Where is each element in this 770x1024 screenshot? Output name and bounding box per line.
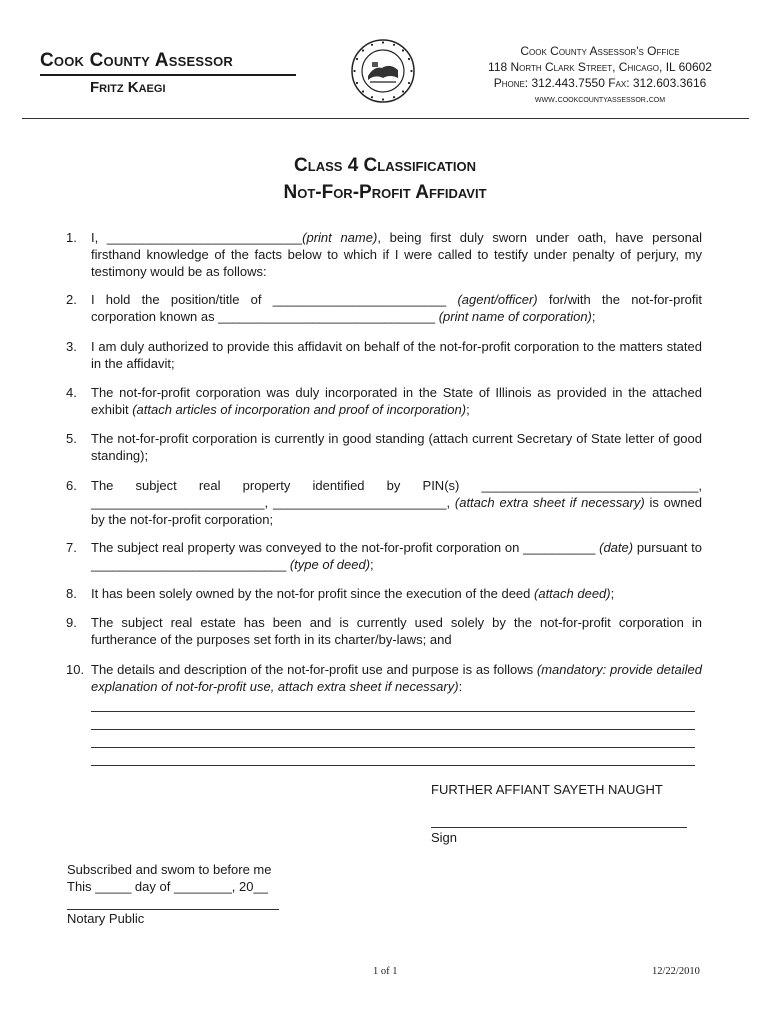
affiant-statement: FURTHER AFFIANT SAYETH NAUGHT [431, 782, 663, 797]
affidavit-item-6 [66, 477, 702, 528]
subscribed-block [67, 861, 272, 895]
county-seal-icon [350, 38, 416, 104]
item-italic-note: (attach deed) [534, 586, 611, 601]
description-line[interactable] [91, 729, 695, 730]
item-text: , being first duly sworn under oath, have personal firsthand knowledge of the facts below to which if I were called to testify under penalty of perjury, my testimony would be as follows: [91, 230, 703, 279]
item-number: 7. [66, 540, 77, 555]
item-italic-note: (attach articles of incorporation and proof of incorporation) [132, 402, 467, 417]
item-number: 2. [66, 292, 77, 307]
description-line[interactable] [91, 711, 695, 712]
office-website: www.cookcountyassessor.com [534, 93, 666, 105]
item-number: 9. [66, 615, 77, 630]
affidavit-item-8 [66, 585, 702, 602]
item-italic-note: (date) [599, 540, 634, 555]
item-text: The subject real property was conveyed to the not-for-profit corporation on __________ [91, 540, 600, 555]
item-italic-note: (type of deed) [289, 557, 371, 572]
notary-signature-line[interactable] [67, 909, 279, 910]
description-line[interactable] [91, 765, 695, 766]
item-text: The subject real estate has been and is currently used solely by the not-for-profit corporation in furtherance of the purposes set forth in its charter/by-laws; and [91, 615, 702, 647]
sign-label: Sign [431, 830, 458, 845]
description-line[interactable] [91, 747, 695, 748]
signature-line[interactable] [431, 827, 687, 828]
item-text: ; [466, 402, 470, 417]
item-text: The details and description of the not-for-profit use and purpose is as follows [91, 662, 537, 677]
item-text: ; [591, 309, 596, 324]
item-text: : [458, 679, 463, 694]
item-number: 10. [66, 662, 85, 677]
header-underline [40, 74, 296, 76]
assessor-name: Fritz Kaegi [90, 79, 166, 96]
subscribed-line-2: This _____ day of ________, 20__ [67, 879, 268, 894]
item-text: The not-for-profit corporation was duly incorporated in the State of Illinois as provided in the attached exhibit [91, 385, 702, 417]
revision-date: 12/22/2010 [652, 966, 700, 977]
header-divider [22, 118, 749, 119]
affidavit-item-10 [66, 661, 702, 695]
item-text: for/with the not-for-profit corporation known as ______________________________ [91, 292, 702, 324]
org-title: Cook County Assessor [40, 50, 233, 71]
affidavit-item-1 [66, 229, 702, 280]
item-text: ; [610, 586, 615, 601]
title-line-1: Class 4 Classification [294, 155, 476, 176]
affidavit-item-9 [66, 614, 702, 648]
office-name: Cook County Assessor's Office [520, 44, 680, 58]
notary-label: Notary Public [67, 911, 145, 926]
document-title [0, 152, 770, 206]
affidavit-item-7 [66, 539, 702, 573]
affidavit-item-4 [66, 384, 702, 418]
item-text: I, ___________________________ [91, 230, 303, 245]
item-italic-note: (print name of corporation) [438, 309, 592, 324]
item-italic-note: (mandatory: provide detailed explanation of not-for-profit use, attach extra sheet if necessary) [91, 662, 702, 694]
affidavit-item-3 [66, 338, 702, 372]
item-italic-note: (agent/officer) [457, 292, 538, 307]
affidavit-item-5 [66, 430, 702, 464]
item-number: 1. [66, 230, 77, 245]
office-phone-fax: Phone: 312.443.7550 Fax: 312.603.3616 [493, 76, 707, 90]
item-text: I am duly authorized to provide this affidavit on behalf of the not-for-profit corporation to the matters stated in the affidavit; [91, 339, 702, 371]
item-number: 6. [66, 478, 77, 493]
office-address: 118 North Clark Street, Chicago, IL 60602 [488, 60, 712, 74]
item-text: It has been solely owned by the not-for profit since the execution of the deed [91, 586, 535, 601]
subscribed-line-1: Subscribed and swom to before me [67, 862, 272, 877]
item-text: pursuant to ___________________________ [91, 540, 702, 572]
item-text: I hold the position/title of ________________________ [91, 292, 458, 307]
item-italic-note: (attach extra sheet if necessary) [454, 495, 645, 510]
item-text: The not-for-profit corporation is currently in good standing (attach current Secretary of State letter of good standing); [91, 431, 702, 463]
item-text: is owned by the not-for-profit corporation; [91, 495, 702, 527]
page-number: 1 of 1 [373, 966, 398, 977]
title-line-2: Not-For-Profit Affidavit [283, 182, 487, 203]
item-text: ; [370, 557, 374, 572]
item-italic-note: (print name) [302, 230, 378, 245]
item-number: 5. [66, 431, 77, 446]
item-text: The subject real property identified by PIN(s) ______________________________, ________________________, ________________________, [91, 478, 702, 510]
item-number: 4. [66, 385, 77, 400]
affidavit-item-2 [66, 291, 702, 325]
item-number: 3. [66, 339, 77, 354]
office-contact-block [455, 43, 745, 107]
item-number: 8. [66, 586, 77, 601]
